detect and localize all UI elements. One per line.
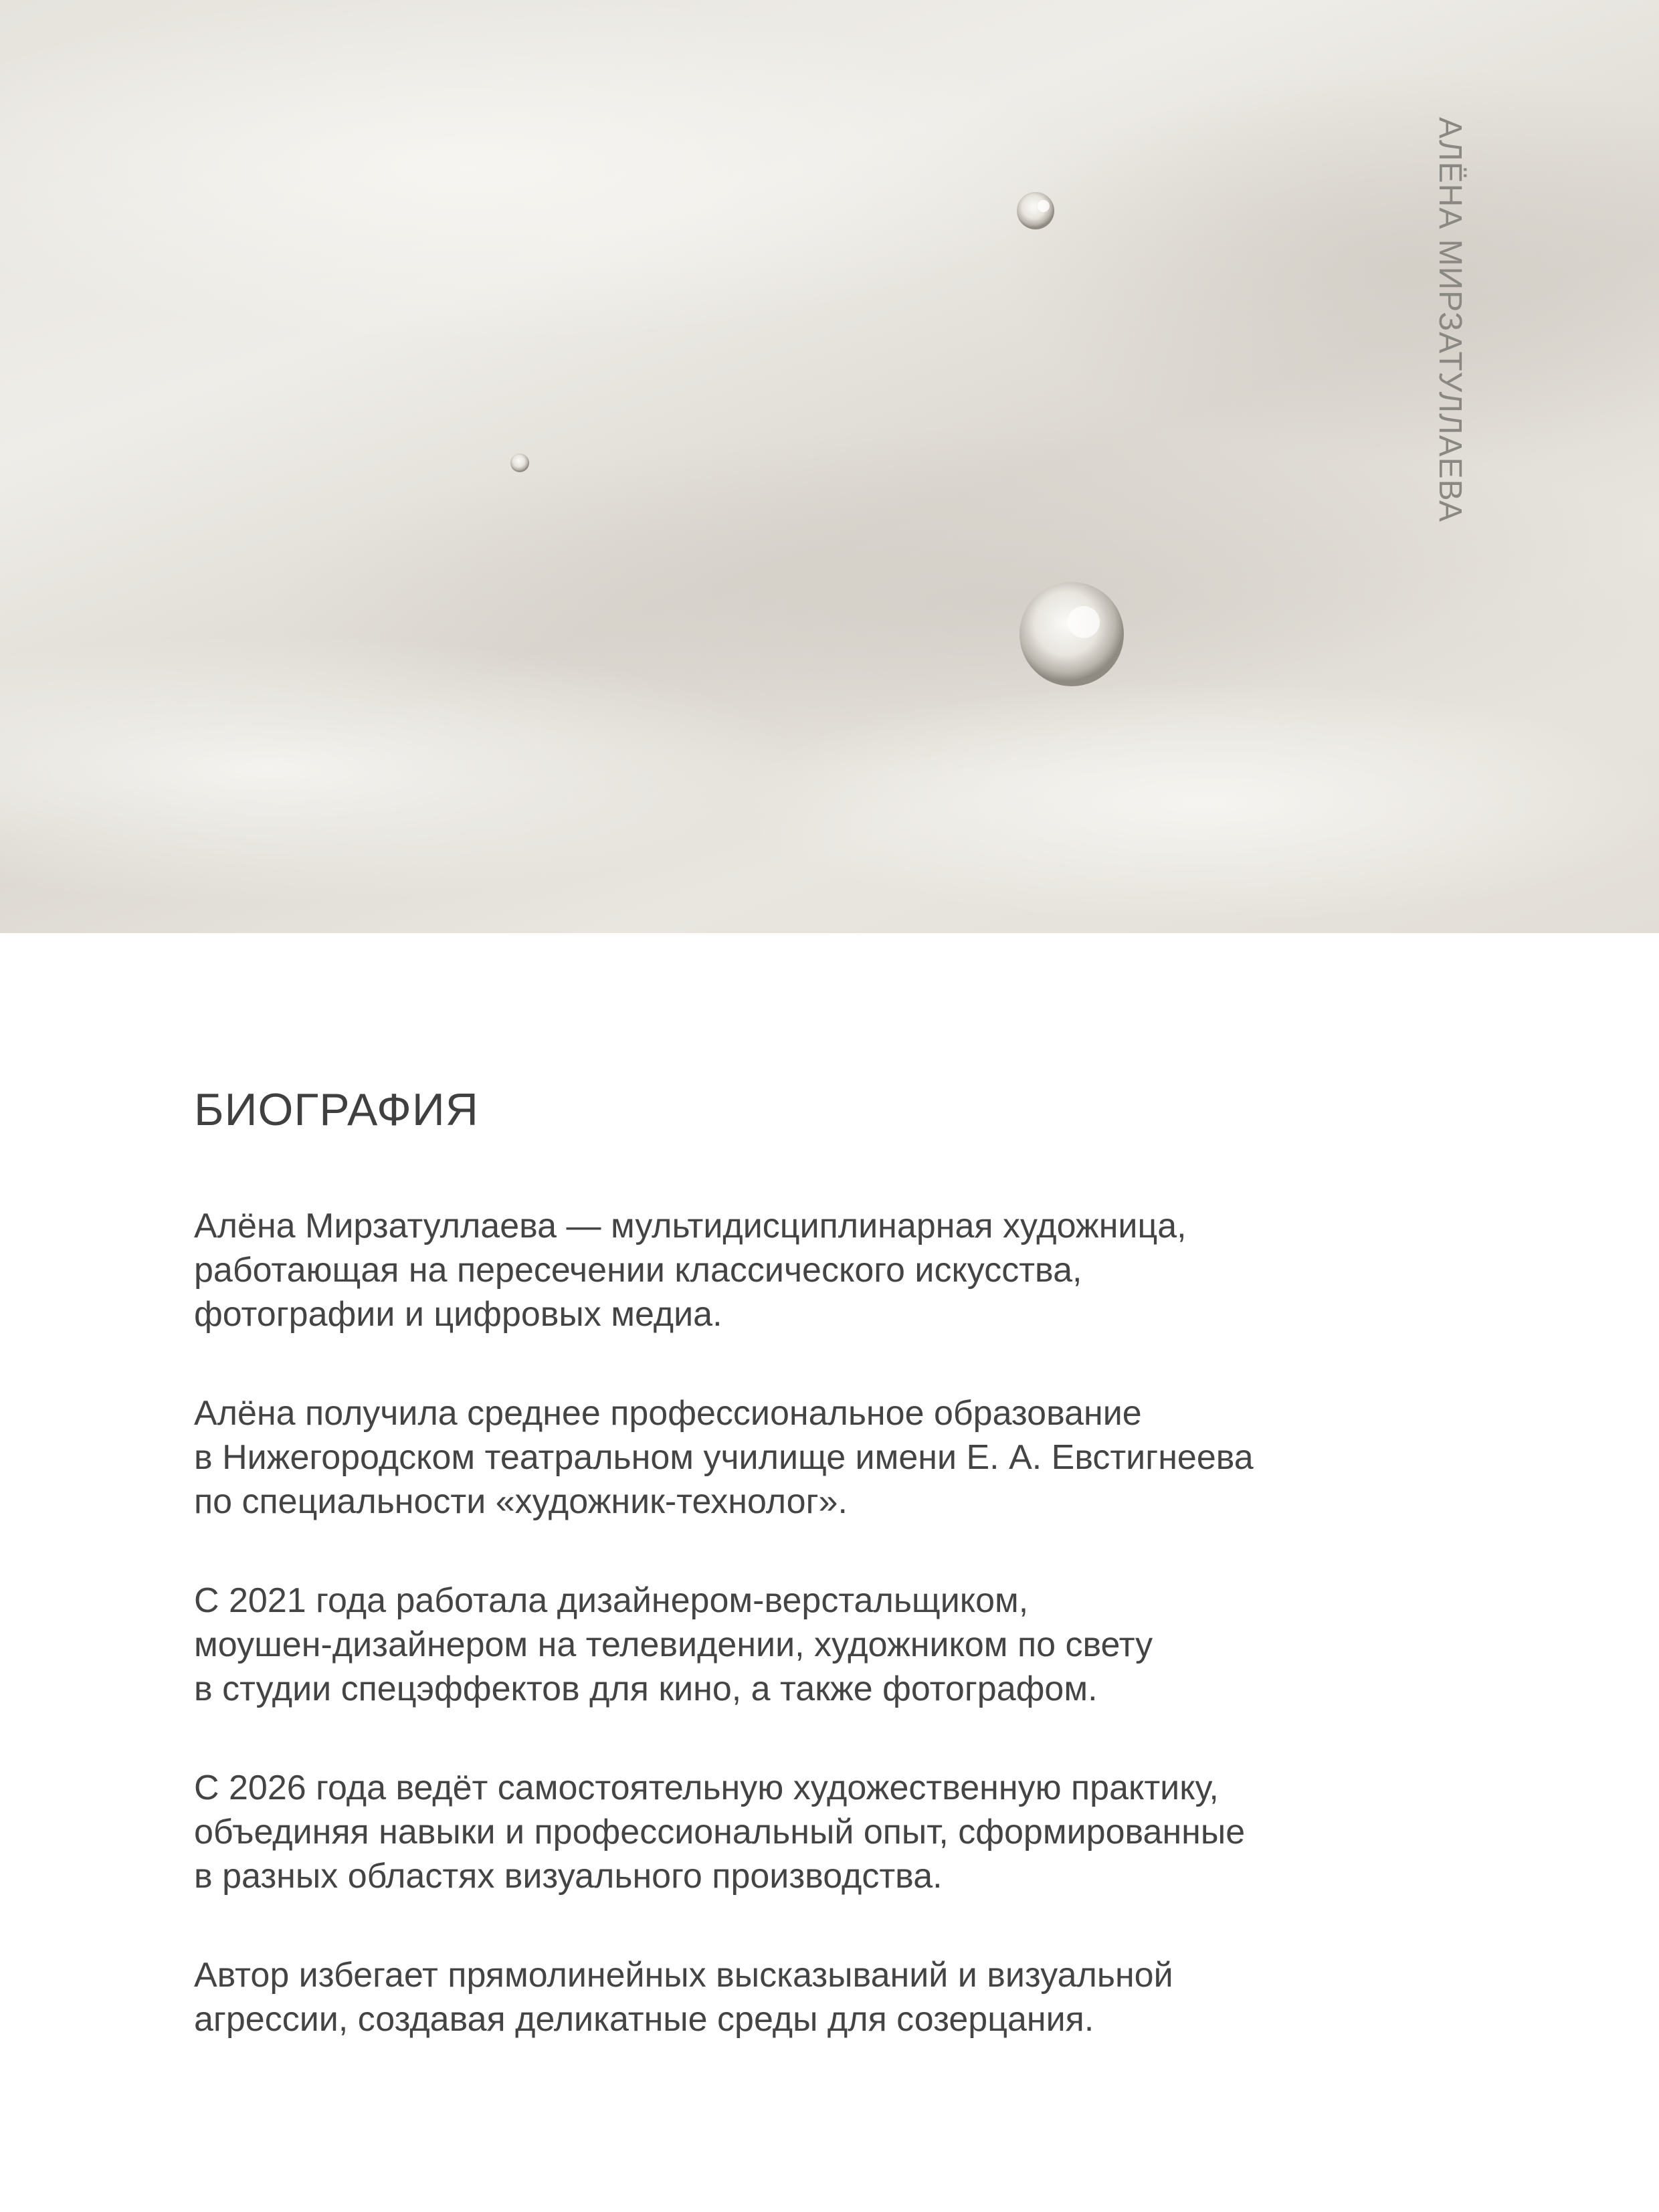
bio-paragraph [194, 1579, 1498, 1711]
bio-line: объединяя навыки и профессиональный опыт, сформированные [194, 1813, 1246, 1851]
artist-name-vertical: АЛЁНА МИРЗАТУЛЛАЕВА [1432, 117, 1468, 523]
bio-paragraph [194, 1953, 1498, 2041]
bio-paragraph [194, 1391, 1498, 1524]
water-drop [510, 454, 529, 472]
bio-line: фотографии и цифровых медиа. [194, 1295, 722, 1334]
bio-line: С 2021 года работала дизайнером-верстальщиком, [194, 1581, 1029, 1620]
bio-line: Алёна Мирзатуллаева — мультидисциплинарная художница, [194, 1207, 1187, 1245]
bio-line: Алёна получила среднее профессиональное образование [194, 1394, 1142, 1433]
bio-line: по специальности «художник-технолог». [194, 1482, 848, 1521]
bio-line: агрессии, создавая деликатные среды для созерцания. [194, 2000, 1094, 2039]
page-title: БИОГРАФИЯ [194, 1084, 479, 1135]
bio-line: С 2026 года ведёт самостоятельную художественную практику, [194, 1769, 1219, 1807]
water-drop [1019, 582, 1124, 686]
bio-line: в разных областях визуального производства. [194, 1857, 943, 1896]
cover-photo [0, 0, 1659, 933]
bio-paragraph [194, 1204, 1498, 1336]
bio-paragraph [194, 1766, 1498, 1898]
water-drops-image [0, 0, 1659, 933]
bio-line: в студии спецэффектов для кино, а также фотографом. [194, 1670, 1098, 1708]
bio-line: Автор избегает прямолинейных высказываний и визуальной [194, 1956, 1173, 1995]
bio-line: моушен-дизайнером на телевидении, художником по свету [194, 1625, 1153, 1664]
bio-line: работающая на пересечении классического искусства, [194, 1251, 1082, 1290]
biography-text [194, 1204, 1498, 2096]
water-drop [1017, 192, 1054, 229]
bio-line: в Нижегородском театральном училище имени Е. А. Евстигнеева [194, 1438, 1254, 1477]
